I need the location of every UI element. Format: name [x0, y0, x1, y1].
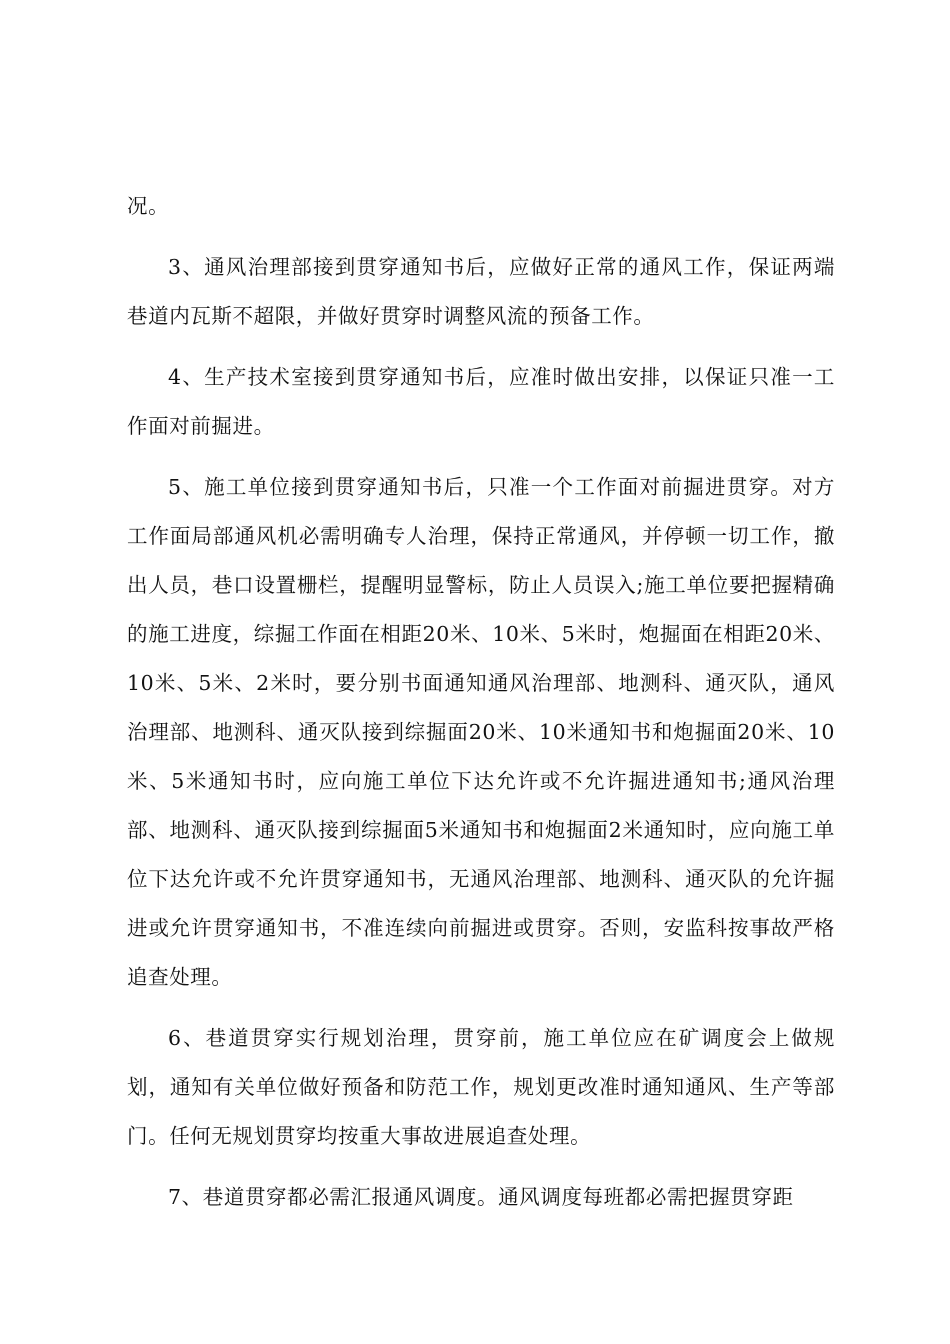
paragraph-item-3: 3、通风治理部接到贯穿通知书后，应做好正常的通风工作，保证两端巷道内瓦斯不超限，并做好贯穿时调整风流的预备工作。: [127, 255, 835, 328]
paragraph-item-6: 6、巷道贯穿实行规划治理，贯穿前，施工单位应在矿调度会上做规划，通知有关单位做好预备和防范工作，规划更改准时通知通风、生产等部门。任何无规划贯穿均按重大事故进展追查处理。: [127, 1026, 835, 1148]
paragraph-continuation: 况。: [127, 194, 170, 218]
paragraph-item-5: 5、施工单位接到贯穿通知书后，只准一个工作面对前掘进贯穿。对方工作面局部通风机必需明确专人治理，保持正常通风，并停顿一切工作，撤出人员，巷口设置栅栏，提醒明显警标，防止人员误入;施工单位要把握精确的施工进度，综掘工作面在相距20米、10米、5米时，炮掘面在相距20米、10米、5米、2米时，要分别书面通知通风治理部、地测科、通灭队，通风治理部、地测科、通灭队接到综掘面20米、10米通知书和炮掘面20米、10米、5米通知书时，应向施工单位下达允许或不允许掘进通知书;通风治理部、地测科、通灭队接到综掘面5米通知书和炮掘面2米通知时，应向施工单位下达允许或不允许贯穿通知书，无通风治理部、地测科、通灭队的允许掘进或允许贯穿通知书，不准连续向前掘进或贯穿。否则，安监科按事故严格追查处理。: [127, 475, 835, 989]
paragraph-item-4: 4、生产技术室接到贯穿通知书后，应准时做出安排，以保证只准一工作面对前掘进。: [127, 365, 835, 438]
document-body: [127, 182, 835, 1222]
paragraph-item-7: 7、巷道贯穿都必需汇报通风调度。通风调度每班都必需把握贯穿距: [168, 1185, 794, 1209]
